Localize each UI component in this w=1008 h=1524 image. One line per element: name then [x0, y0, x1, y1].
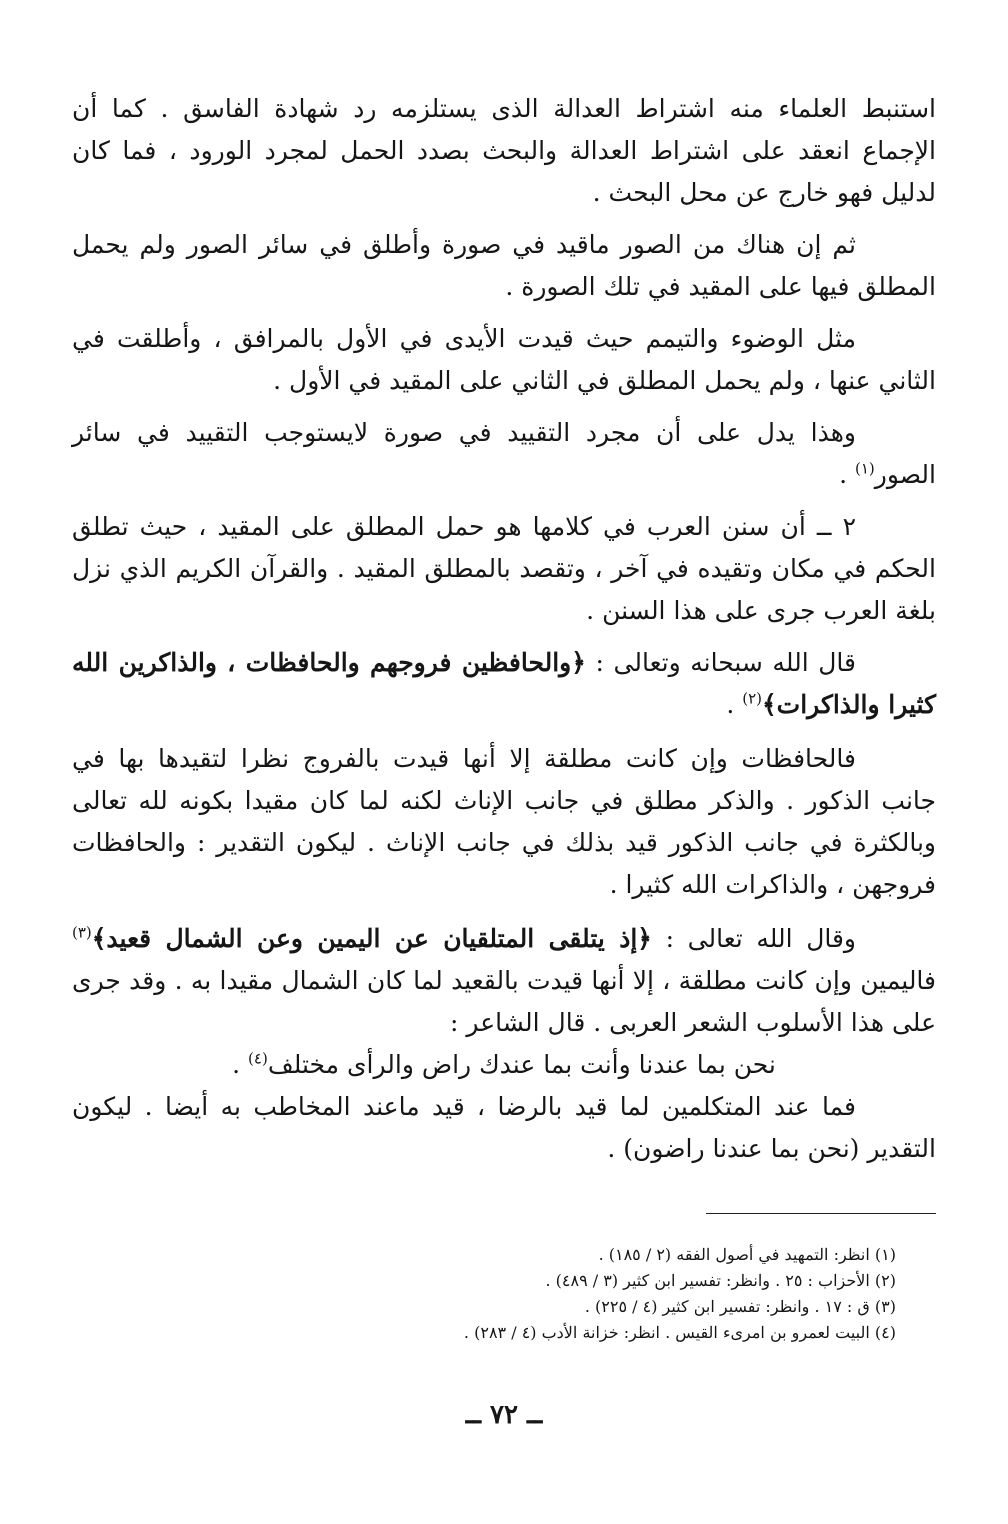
footnotes — [72, 1242, 896, 1346]
paragraph-4-end: . — [839, 460, 848, 489]
footnote-2: (٢) الأحزاب : ٢٥ . وانظر: تفسير ابن كثير (٣ / ٤٨٩) . — [545, 1271, 896, 1290]
paragraph-7: فالحافظات وإن كانت مطلقة إلا أنها قيدت بالفروج نظرا لتقيدها بها في جانب الذكور . والذكر مطلق في جانب الإناث لكنه لما كان مقيدا بكونه لله تعالى وبالكثرة في جانب الذكور قيد بذلك في جانب الإناث . ليكون التقدير : والحافظات فروجهن ، والذاكرات الله كثيرا . — [72, 744, 936, 899]
quran-quote-ahzab: ﴿والحافظين فروجهم والحافظات ، والذاكرين الله كثيرا والذاكرات﴾ — [72, 648, 936, 719]
footnote-3: (٣) ق : ١٧ . وانظر: تفسير ابن كثير (٤ / ٢٢٥) . — [584, 1297, 896, 1316]
footnote-4: (٤) البيت لعمرو بن امرىء القيس . انظر: خزانة الأدب (٤ / ٢٨٣) . — [463, 1323, 896, 1342]
footnote-ref-4: (٤) — [248, 1049, 268, 1068]
poetry-verse — [72, 1044, 936, 1086]
paragraph-5: ٢ ــ أن سنن العرب في كلامها هو حمل المطلق على المقيد ، حيث تطلق الحكم في مكان وتقيده في آخر ، وتقصد بالمطلق المقيد . والقرآن الكريم الذي نزل بلغة العرب جرى على هذا السنن . — [72, 512, 936, 625]
paragraph-6 — [72, 642, 936, 726]
footnote-ref-3: (٣) — [72, 923, 92, 942]
paragraph-6-intro: قال الله سبحانه وتعالى : — [595, 648, 856, 677]
footnote-ref-2: (٢) — [742, 689, 763, 708]
footnote-ref-1: (١) — [854, 459, 875, 478]
paragraph-6-end: . — [726, 690, 735, 719]
paragraph-2: ثم إن هناك من الصور ماقيد في صورة وأطلق في سائر الصور ولم يحمل المطلق فيها على المقيد في تلك الصورة . — [72, 230, 936, 301]
paragraph-3: مثل الوضوء والتيمم حيث قيدت الأيدى في الأول بالمرافق ، وأطلقت في الثاني عنها ، ولم يحمل المطلق في الثاني على المقيد في الأول . — [72, 324, 936, 395]
verse-end: . — [232, 1050, 241, 1079]
paragraph-8 — [72, 918, 936, 1044]
paragraph-8-intro: وقال الله تعالى : — [665, 924, 856, 953]
main-text — [72, 88, 936, 1180]
verse-text: نحن بما عندنا وأنت بما عندك راض والرأى مختلف — [267, 1050, 776, 1079]
paragraph-8-rest: فاليمين وإن كانت مطلقة ، إلا أنها قيدت بالقعيد لما كان الشمال مقيدا به . وقد جرى على هذا الأسلوب الشعر العربى . قال الشاعر : — [72, 966, 936, 1037]
paragraph-9: فما عند المتكلمين لما قيد بالرضا ، قيد ماعند المخاطب به أيضا . ليكون التقدير (نحن بما عندنا راضون) . — [72, 1092, 936, 1163]
paragraph-1: استنبط العلماء منه اشتراط العدالة الذى يستلزمه رد شهادة الفاسق . كما أن الإجماع انعقد على اشتراط العدالة والبحث بصدد الحمل لمجرد الورود ، فما كان لدليل فهو خارج عن محل البحث . — [72, 94, 936, 207]
footnote-separator — [706, 1213, 936, 1214]
page-number: ــ ٧٢ ــ — [465, 1400, 543, 1430]
footnote-1: (١) انظر: التمهيد في أصول الفقه (٢ / ١٨٥) . — [598, 1245, 896, 1264]
quran-quote-qaf: ﴿إذ يتلقى المتلقيان عن اليمين وعن الشمال قعيد﴾ — [91, 924, 652, 953]
paragraph-4 — [72, 412, 936, 496]
paragraph-4-text: وهذا يدل على أن مجرد التقييد في صورة لايستوجب التقييد في سائر الصور — [72, 418, 936, 489]
